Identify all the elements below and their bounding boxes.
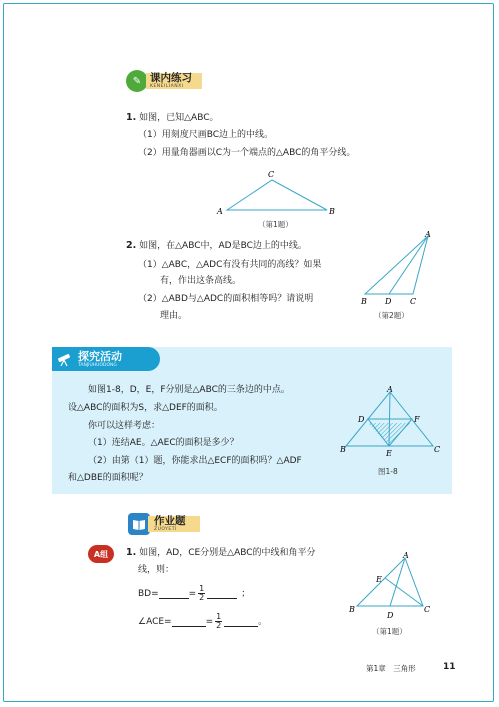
group-a-badge: A组	[88, 545, 114, 563]
hw-q1-stem2: 线，则：	[138, 565, 175, 575]
q1-number: 1.	[126, 112, 137, 123]
q2-sub2b: 理由。	[160, 311, 188, 321]
frac-den-2: 2	[216, 621, 222, 630]
hw-q1-figure	[345, 548, 435, 628]
q1-caption: （第1题）	[258, 220, 293, 229]
hw-q1-number: 1.	[126, 547, 137, 558]
q2-caption: （第2题）	[374, 311, 409, 320]
practice-header	[126, 70, 202, 92]
book-icon	[128, 513, 150, 535]
hw-label-b: B	[349, 605, 355, 614]
explore-label-a: A	[387, 385, 393, 394]
explore-label-f: F	[414, 415, 420, 424]
frac-num-2: 1	[216, 612, 222, 621]
q2-triangle-figure	[355, 228, 440, 308]
hw-label-d: D	[387, 611, 394, 620]
vertex-label-c: C	[268, 170, 275, 179]
explore-p4: （1）连结AE。△AEC的面积是多少？	[88, 438, 239, 448]
eq2-blank2[interactable]	[224, 617, 258, 627]
hw-q1-stem-line	[126, 547, 316, 559]
triangle-abc-q2	[365, 236, 428, 294]
explore-p2: 设△ABC的面积为S，求△DEF的面积。	[68, 403, 223, 413]
hw-label-a: A	[403, 551, 409, 560]
explore-pinyin: TANJIUHUODONG	[78, 362, 117, 368]
explore-label-e: E	[386, 449, 392, 458]
q2-label-a: A	[425, 230, 431, 239]
eq2-blank1[interactable]	[172, 617, 206, 627]
eq2-left: ∠ACE=	[138, 616, 172, 627]
q2-sub1b: 有，作出这条高线。	[160, 276, 242, 286]
explore-label-b: B	[340, 445, 346, 454]
page-number: 11	[443, 662, 456, 672]
hw-q1-stem1: 如图，AD，CE分别是△ABC的中线和角平分	[139, 548, 316, 558]
hw-label-c: C	[424, 605, 431, 614]
q2-sub1a: （1）△ABC，△ADC有没有共同的高线？如果	[138, 260, 322, 270]
eq1-mid: =	[188, 588, 197, 599]
practice-title: 课内练习	[150, 72, 192, 84]
q2-number: 2.	[126, 240, 137, 251]
homework-title: 作业题	[154, 515, 186, 527]
q1-sub2: （2）用量角器画以C为一个端点的△ABC的角平分线。	[138, 148, 356, 158]
eq1-end: ；	[241, 588, 251, 599]
hw-eq2	[138, 613, 267, 630]
hw-eq1	[138, 585, 250, 602]
homework-header	[128, 513, 200, 535]
hw-q1-caption: （第1题）	[372, 627, 407, 636]
vertex-label-a: A	[217, 207, 223, 216]
frac-num: 1	[199, 584, 205, 593]
q2-label-b: B	[361, 297, 367, 306]
eq1-fraction	[198, 585, 205, 602]
q1-stem-line	[126, 112, 219, 124]
frac-den: 2	[199, 593, 205, 602]
explore-label-c: C	[434, 445, 440, 454]
explore-p5: （2）由第（1）题，你能求出△ECF的面积吗？△ADF	[88, 456, 302, 466]
pencil-icon: ✎	[126, 70, 148, 92]
q2-stem: 如图，在△ABC中，AD是BC边上的中线。	[139, 241, 307, 251]
q1-stem: 如图，已知△ABC。	[139, 113, 219, 123]
q2-stem-line	[126, 240, 307, 252]
explore-title: 探究活动	[78, 349, 122, 363]
eq1-blank2[interactable]	[207, 589, 237, 599]
q1-sub1: （1）用刻度尺画BC边上的中线。	[138, 130, 274, 140]
explore-figure	[340, 382, 440, 462]
q2-label-d: D	[385, 297, 392, 306]
eq2-fraction	[215, 613, 222, 630]
eq1-left: BD=	[138, 588, 159, 599]
explore-p3: 你可以这样考虑：	[88, 421, 161, 431]
eq1-blank1[interactable]	[159, 589, 189, 599]
footer-chapter: 第1章 三角形	[366, 664, 416, 673]
hw-label-e: E	[376, 575, 382, 584]
homework-pinyin: ZUOYETI	[154, 527, 177, 532]
q2-label-c: C	[410, 297, 417, 306]
explore-p6: 和△DBE的面积呢？	[68, 473, 148, 483]
practice-pinyin: KENEILIANXI	[150, 84, 184, 89]
eq2-end: 。	[258, 616, 268, 627]
eq2-mid: =	[205, 616, 214, 627]
explore-caption: 图1-8	[378, 467, 398, 476]
median-ad	[389, 236, 428, 294]
vertex-label-b: B	[329, 207, 335, 216]
triangle-abc	[227, 180, 327, 210]
q2-sub2a: （2）△ABD与△ADC的面积相等吗？请说明	[138, 294, 314, 304]
explore-p1: 如图1-8，D，E，F分别是△ABC的三条边的中点。	[88, 385, 290, 395]
explore-header	[52, 347, 160, 371]
explore-label-d: D	[358, 415, 365, 424]
telescope-icon	[52, 347, 78, 371]
